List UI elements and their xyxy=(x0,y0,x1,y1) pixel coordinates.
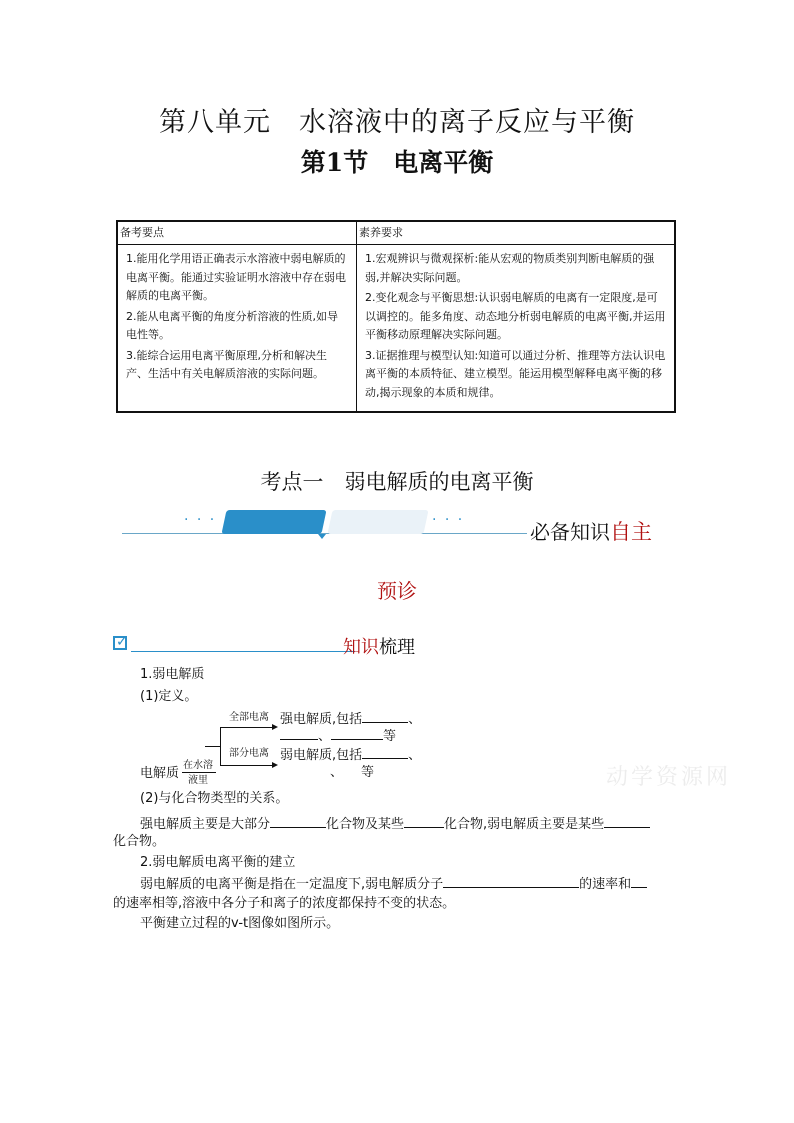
relation-label: (2)与化合物类型的关系。 xyxy=(140,791,289,806)
arrow-line-top xyxy=(220,727,272,728)
banner-label-red: 自主 xyxy=(610,520,652,544)
left-header: 备考要点 xyxy=(118,222,356,245)
section-title: 第1节 电离平衡 xyxy=(300,148,494,177)
condition-top: 在水溶 xyxy=(183,760,213,771)
equilibrium-paragraph: 弱电解质的电离平衡是指在一定温度下,弱电解质分子 的速率和 xyxy=(140,875,647,894)
relation-paragraph-end: 化合物。 xyxy=(113,834,166,849)
bracket-stem xyxy=(205,746,220,747)
blank xyxy=(404,815,444,828)
left-item: 1.能用化学用语正确表示水溶液中弱电解质的电离平衡。能通过实验证明水溶液中存在弱电解质的电离平衡。 xyxy=(126,252,346,302)
banner-dots-right: · · · xyxy=(432,512,465,528)
vt-figure-note: 平衡建立过程的v-t图像如图所示。 xyxy=(140,916,340,931)
left-item: 2.能从电离平衡的角度分析溶液的性质,如导电性等。 xyxy=(126,309,338,341)
banner-label-main: 必备知识 xyxy=(530,520,610,544)
banner-tab-active xyxy=(221,510,326,534)
requirements-table xyxy=(116,220,676,413)
banner-label xyxy=(530,516,652,546)
strong-electrolyte-text-2: 、 等 xyxy=(280,727,396,746)
bracket-vertical xyxy=(220,727,221,765)
watermark: 动学资源网 xyxy=(606,765,732,790)
all-ionize-label: 全部电离 xyxy=(229,712,269,723)
knowledge-heading xyxy=(113,633,433,659)
definition-label: (1)定义。 xyxy=(140,689,198,704)
knowledge-title-red: 知识 xyxy=(343,637,379,658)
blank xyxy=(631,875,647,888)
strong-electrolyte-text: 强电解质,包括 、 xyxy=(280,712,422,727)
condition-bottom: 液里 xyxy=(188,775,208,786)
consider-point-title: 考点一 弱电解质的电离平衡 xyxy=(260,470,534,494)
weak-electrolyte-text-2: 、 等 xyxy=(330,765,375,780)
knowledge-title-rest: 梳理 xyxy=(379,637,415,658)
banner-dots-left: · · · xyxy=(184,512,217,528)
arrow-head-bottom xyxy=(272,762,278,768)
weak-electrolyte-text: 弱电解质,包括 、 xyxy=(280,748,422,763)
partial-ionize-label: 部分电离 xyxy=(229,748,269,759)
requirements-right-column xyxy=(357,222,674,411)
knowledge-underline xyxy=(131,651,355,652)
left-item: 3.能综合运用电离平衡原理,分析和解决生产、生活中有关电解质溶液的实际问题。 xyxy=(126,348,327,380)
blank xyxy=(443,875,579,888)
heading-weak-electrolyte: 1.弱电解质 xyxy=(140,667,205,682)
heading-equilibrium-establish: 2.弱电解质电离平衡的建立 xyxy=(140,855,296,870)
requirements-left-column xyxy=(118,222,357,411)
banner-tab-inactive xyxy=(327,510,428,534)
blank xyxy=(362,746,408,759)
relation-paragraph: 强电解质主要是大部分 化合物及某些 化合物,弱电解质主要是某些 xyxy=(140,815,650,834)
blank xyxy=(280,727,318,740)
blank xyxy=(270,815,326,828)
right-item: 2.变化观念与平衡思想:认识弱电解质的电离有一定限度,是可以调控的。能多角度、动态地分析弱电解质的电离平衡,并运用平衡移动原理解决实际问题。 xyxy=(365,291,666,341)
unit-title: 第八单元 水溶液中的离子反应与平衡 xyxy=(159,107,635,138)
blank xyxy=(331,727,383,740)
blank xyxy=(604,815,650,828)
checkbox-icon xyxy=(113,636,127,650)
knowledge-title xyxy=(343,633,415,659)
section-banner xyxy=(122,508,682,542)
right-item: 1.宏观辨识与微观探析:能从宏观的物质类别判断电解质的强弱,并解决实际问题。 xyxy=(365,252,655,284)
equilibrium-paragraph-end: 的速率相等,溶液中各分子和离子的浓度都保持不变的状态。 xyxy=(113,896,456,911)
arrow-head-top xyxy=(272,724,278,730)
arrow-line-bottom xyxy=(220,765,272,766)
blank xyxy=(362,710,408,723)
banner-pointer xyxy=(318,534,326,539)
right-item: 3.证据推理与模型认知:知道可以通过分析、推理等方法认识电离平衡的本质特征、建立模型。能运用模型解释电离平衡的移动,揭示现象的本质和规律。 xyxy=(365,348,666,399)
right-header: 素养要求 xyxy=(357,222,674,245)
preview-label: 预诊 xyxy=(377,579,417,603)
electrolyte-label: 电解质 xyxy=(140,766,180,781)
